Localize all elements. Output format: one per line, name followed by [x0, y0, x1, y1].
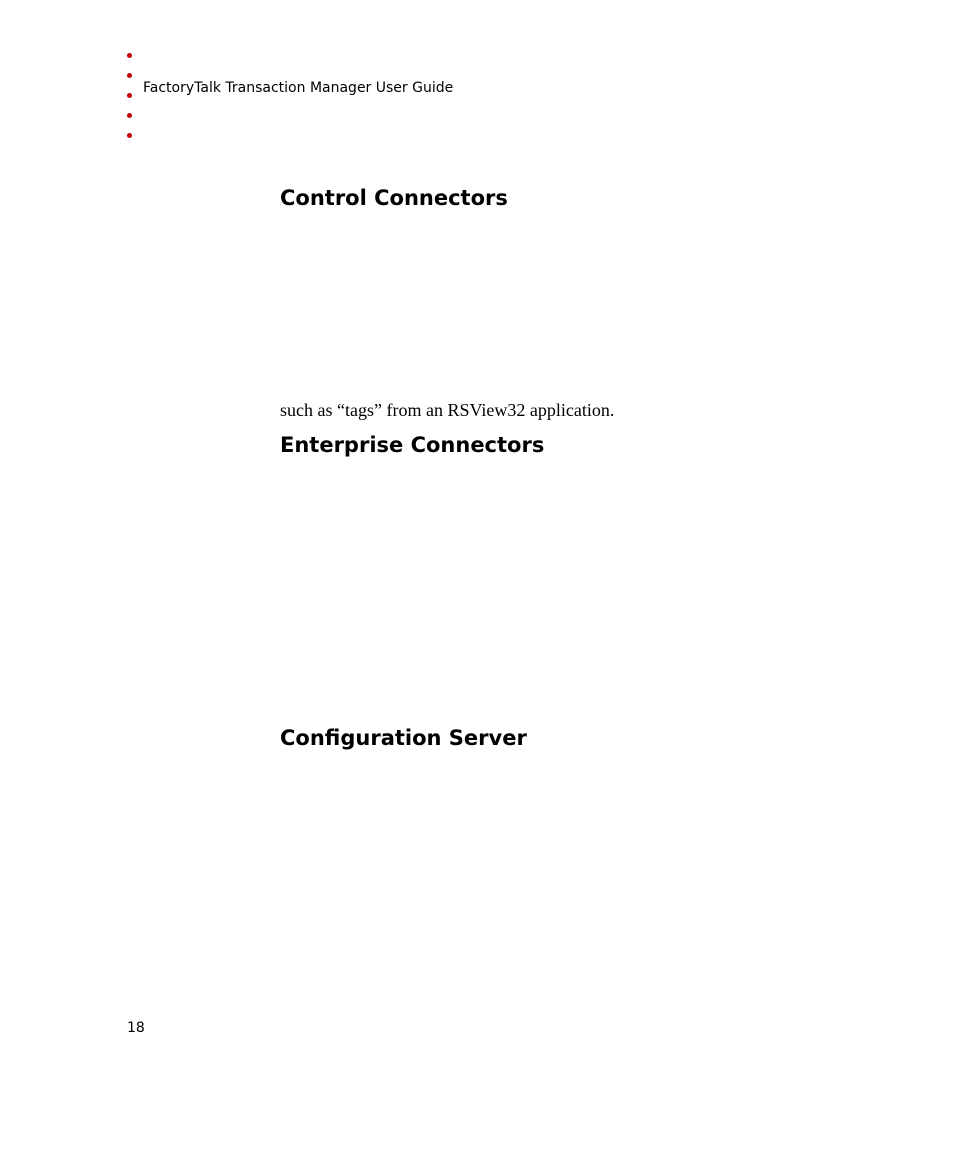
section-heading-control-connectors: Control Connectors	[280, 186, 508, 210]
header-bullet-icon	[127, 93, 132, 98]
header-bullet-icon	[127, 53, 132, 58]
section-heading-configuration-server: Configuration Server	[280, 726, 527, 750]
header-bullet-icon	[127, 113, 132, 118]
header-bullet-icon	[127, 73, 132, 78]
section-heading-enterprise-connectors: Enterprise Connectors	[280, 433, 545, 457]
header-bullet-icon	[127, 133, 132, 138]
page-number: 18	[127, 1020, 145, 1036]
body-paragraph: such as “tags” from an RSView32 application.	[280, 400, 615, 420]
document-title: FactoryTalk Transaction Manager User Guide	[143, 80, 454, 96]
